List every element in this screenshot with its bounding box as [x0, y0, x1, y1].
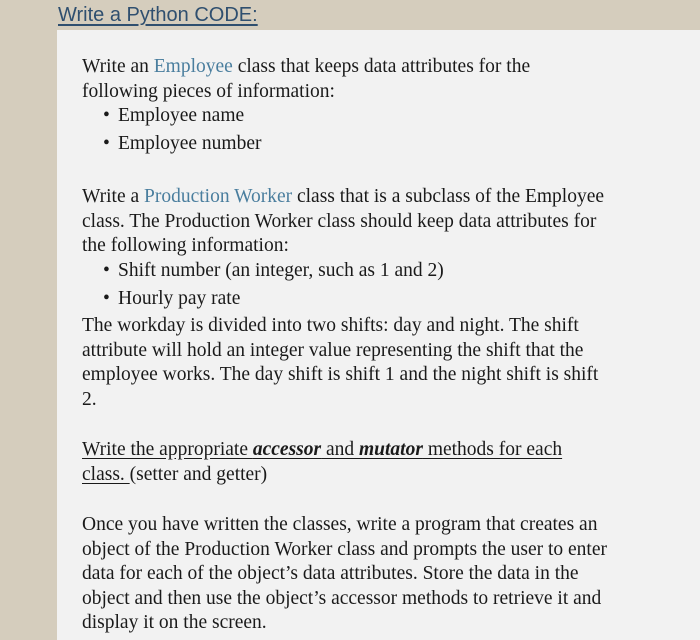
mutator-term: mutator: [359, 439, 423, 460]
shift-description: The workday is divided into two shifts: day and night. The shift attribute will hold an integer value representing the shift that the employee works. The day shift is shift 1 and the night shift is shift 2.: [82, 315, 599, 410]
production-worker-class-name: Production Worker: [144, 186, 293, 207]
list-item: • Hourly pay rate: [103, 285, 444, 313]
employee-intro: Write an Employee class that keeps data attributes for the following pieces of information:: [82, 56, 531, 102]
program-instruction: Once you have written the classes, write a program that creates an object of the Production Worker class and prompts the user to enter data for each of the object’s data attributes. Store the data in the object and then use the object’s accessor methods to retrieve it and display it on the screen.: [82, 514, 607, 633]
production-worker-attribute-list: [103, 257, 444, 312]
employee-attribute-list: [103, 102, 262, 157]
bullet-icon: •: [103, 132, 110, 154]
bullet-icon: •: [103, 287, 110, 309]
list-item: • Employee name: [103, 102, 262, 130]
page-title: Write a Python CODE:: [58, 4, 258, 26]
production-worker-intro: Write a Production Worker class that is a subclass of the Employee class. The Production Worker class should keep data attributes for the following information:: [82, 186, 605, 256]
list-item: • Shift number (an integer, such as 1 and 2): [103, 257, 444, 285]
list-item: • Employee number: [103, 130, 262, 158]
employee-class-name: Employee: [153, 56, 233, 77]
bullet-icon: •: [103, 260, 110, 281]
accessor-term: accessor: [252, 439, 322, 460]
bullet-icon: •: [103, 105, 110, 126]
methods-instruction: Write the appropriate accessor and mutator methods for each class. (setter and getter): [82, 439, 563, 485]
